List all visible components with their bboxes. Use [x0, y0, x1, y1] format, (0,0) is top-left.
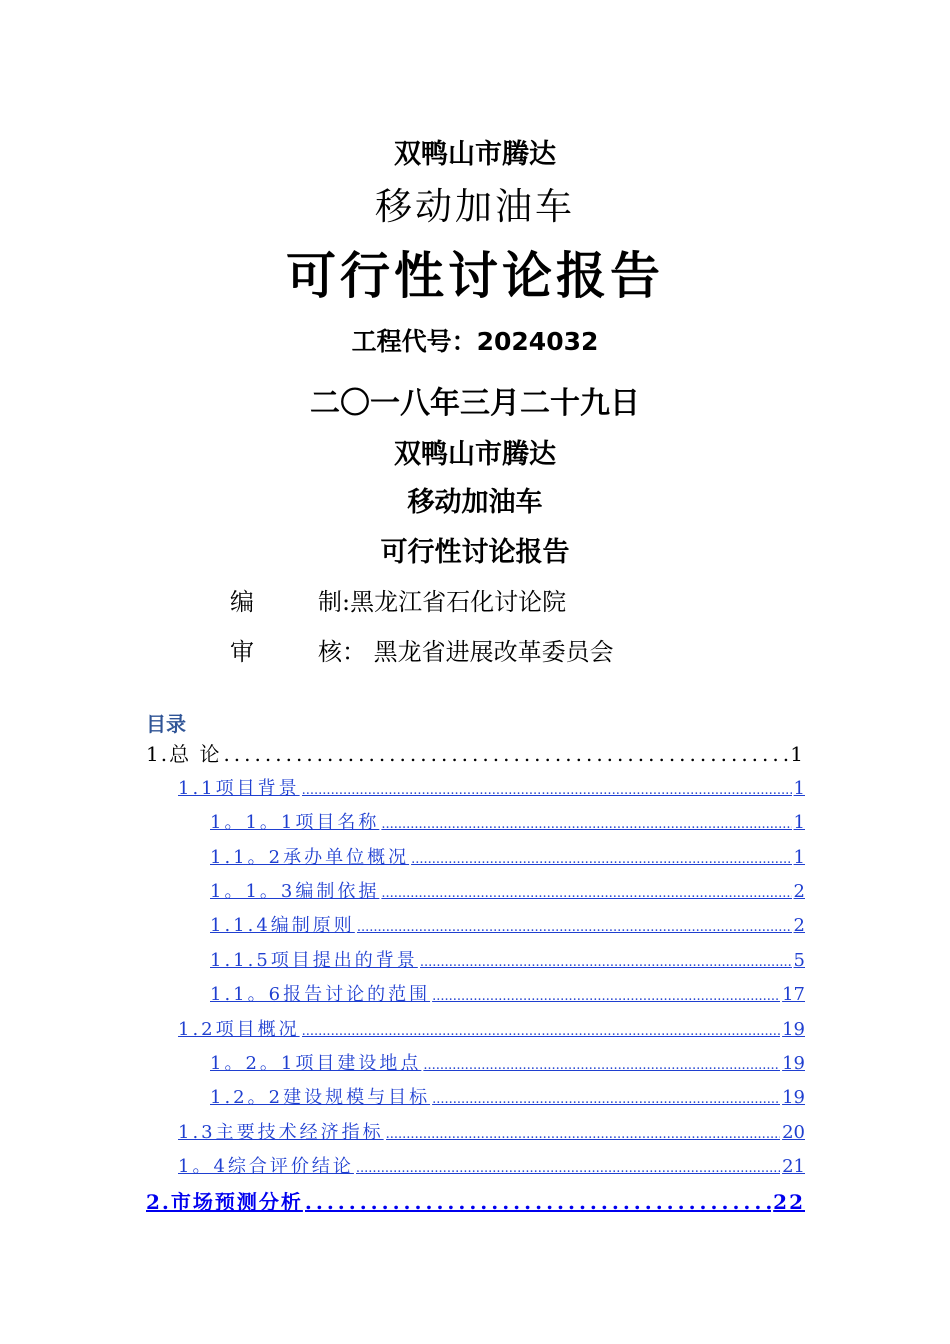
toc-leader: [356, 1161, 780, 1176]
cover-title-line2: 移动加油车: [375, 185, 575, 228]
editor-value: 制:黑龙江省石化讨论院: [318, 588, 567, 616]
toc-entry-label: 1。2。1项目建设地点: [210, 1053, 422, 1074]
toc-entry-label: 1。4综合评价结论: [178, 1156, 354, 1177]
toc-entry-label: 1.2。2建设规模与目标: [210, 1087, 431, 1108]
toc-leader: [302, 783, 792, 798]
toc-entry-1-1-5[interactable]: [210, 946, 805, 972]
toc-entry-label: 1。1。1项目名称: [210, 812, 380, 833]
subtitle-line3: 可行性讨论报告: [380, 537, 570, 568]
toc-entry-label: 1.2项目概况: [178, 1019, 300, 1040]
reviewer-line: [230, 632, 614, 667]
toc-leader: [423, 1058, 780, 1073]
project-code: 工程代号：2024032: [351, 327, 599, 356]
toc-entry-page: 2: [793, 915, 805, 936]
toc-leader: [432, 989, 780, 1004]
toc-entry-page: 1: [793, 778, 805, 799]
toc-entry-1-2-1[interactable]: [210, 1049, 805, 1075]
toc-entry-label: 2.市场预测分析: [146, 1190, 303, 1214]
toc-entry-page: 19: [782, 1053, 805, 1074]
toc-entry-page: 22: [773, 1190, 805, 1214]
editor-line: [230, 582, 566, 617]
toc-entry-1-1-2[interactable]: [210, 843, 805, 869]
toc-entry-label: 1.1.4编制原则: [210, 915, 355, 936]
toc-entry-1-3[interactable]: [178, 1118, 805, 1144]
toc-entry-1-2[interactable]: [178, 1015, 805, 1041]
toc-entry-1-2-2[interactable]: [210, 1083, 805, 1109]
toc-entry-page: 2: [793, 881, 805, 902]
toc-entry-label: 1.总 论: [146, 742, 222, 766]
toc-entry-label: 1.1。6报告讨论的范围: [210, 984, 431, 1005]
cover-title-main: 可行性讨论报告: [286, 247, 664, 305]
toc-entry-1-1-4[interactable]: [210, 911, 805, 937]
toc-entry-label: 1.1项目背景: [178, 778, 300, 799]
toc-entry-page: 1: [793, 812, 805, 833]
toc-entry-2[interactable]: [146, 1186, 805, 1215]
subtitle-line2: 移动加油车: [407, 487, 543, 518]
toc-entry-page: 5: [793, 950, 805, 971]
toc-leader: [420, 955, 792, 970]
toc-leader: [223, 742, 788, 766]
toc-leader: [381, 817, 791, 832]
toc-entry-1-1-3[interactable]: [210, 877, 805, 903]
toc-entry-label: 1.3主要技术经济指标: [178, 1122, 384, 1143]
subtitle-line1: 双鸭山市腾达: [394, 439, 556, 470]
reviewer-value: 核： 黑龙省进展改革委员会: [318, 638, 614, 666]
toc-entry-1-4[interactable]: [178, 1152, 805, 1178]
toc-entry-1-1-6[interactable]: [210, 980, 805, 1006]
cover-title-line1: 双鸭山市腾达: [394, 139, 556, 170]
toc-entry-label: 1.1.5项目提出的背景: [210, 950, 418, 971]
toc-leader: [305, 1190, 771, 1214]
toc-leader: [411, 852, 791, 867]
toc-leader: [381, 886, 791, 901]
toc-entry-page: 19: [782, 1019, 805, 1040]
toc-entry-1-1-1[interactable]: [210, 808, 805, 834]
toc-entry-label: 1.1。2承办单位概况: [210, 847, 410, 868]
reviewer-label: 审: [230, 638, 254, 666]
editor-label: 编: [230, 588, 254, 616]
toc-entry-1[interactable]: [146, 738, 805, 767]
toc-entry-page: 1: [793, 847, 805, 868]
report-date: 二〇一八年三月二十九日: [310, 386, 640, 421]
toc-leader: [386, 1127, 780, 1142]
toc-leader: [357, 920, 792, 935]
toc-entry-page: 20: [782, 1122, 805, 1143]
toc-entry-label: 1。1。3编制依据: [210, 881, 380, 902]
toc-title: 目录: [146, 712, 186, 736]
toc-entry-page: 21: [782, 1156, 805, 1177]
toc-leader: [302, 1024, 780, 1039]
toc-entry-page: 1: [790, 742, 805, 766]
toc-entry-1-1[interactable]: [178, 774, 805, 800]
toc-leader: [432, 1092, 780, 1107]
toc-entry-page: 17: [782, 984, 805, 1005]
toc-entry-page: 19: [782, 1087, 805, 1108]
